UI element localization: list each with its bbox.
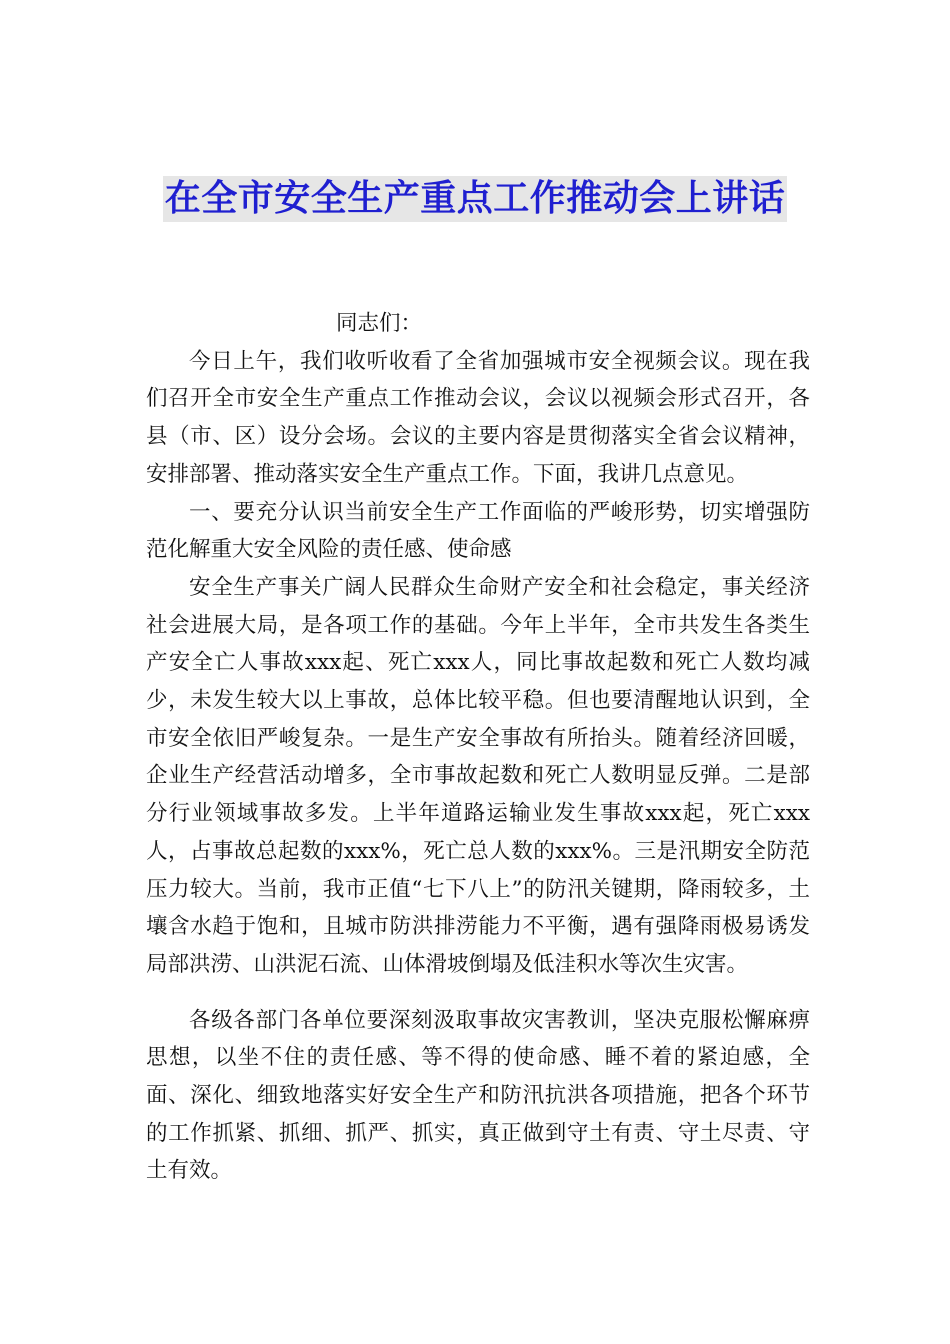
document-title: 在全市安全生产重点工作推动会上讲话 bbox=[163, 176, 788, 222]
paragraph-gap bbox=[146, 984, 810, 1002]
section-heading-one: 一、要充分认识当前安全生产工作面临的严峻形势，切实增强防范化解重大安全风险的责任感、使命感 bbox=[146, 499, 810, 563]
document-body bbox=[146, 305, 810, 1190]
salutation: 同志们： bbox=[336, 311, 423, 336]
paragraph-opening: 今日上午，我们收听收看了全省加强城市安全视频会议。现在我们召开全市安全生产重点工作推动会议，会议以视频会形式召开，各县（市、区）设分会场。会议的主要内容是贯彻落实全省会议精神，安排部署、推动落实安全生产重点工作。下面，我讲几点意见。 bbox=[146, 348, 810, 487]
paragraph-requirements: 各级各部门各单位要深刻汲取事故灾害教训，坚决克服松懈麻痹思想，以坐不住的责任感、等不得的使命感、睡不着的紧迫感，全面、深化、细致地落实好安全生产和防汛抗洪各项措施，把各个环节的工作抓紧、抓细、抓严、抓实，真正做到守土有责、守土尽责、守土有效。 bbox=[146, 1007, 810, 1184]
title-block bbox=[0, 176, 950, 222]
paragraph-situation: 安全生产事关广阔人民群众生命财产安全和社会稳定，事关经济社会进展大局，是各项工作的基础。今年上半年，全市共发生各类生产安全亡人事故xxx起、死亡xxx人，同比事故起数和死亡人数均减少，未发生较大以上事故，总体比较平稳。但也要清醒地认识到，全市安全依旧严峻复杂。一是生产安全事故有所抬头。随着经济回暖，企业生产经营活动增多，全市事故起数和死亡人数明显反弹。二是部分行业领域事故多发。上半年道路运输业发生事故xxx起，死亡xxx人，占事故总起数的xxx%，死亡总人数的xxx%。三是汛期安全防范压力较大。当前，我市正值“七下八上”的防汛关键期，降雨较多，土壤含水趋于饱和，且城市防洪排涝能力不平衡，遇有强降雨极易诱发局部洪涝、山洪泥石流、山体滑坡倒塌及低洼积水等次生灾害。 bbox=[146, 574, 810, 977]
